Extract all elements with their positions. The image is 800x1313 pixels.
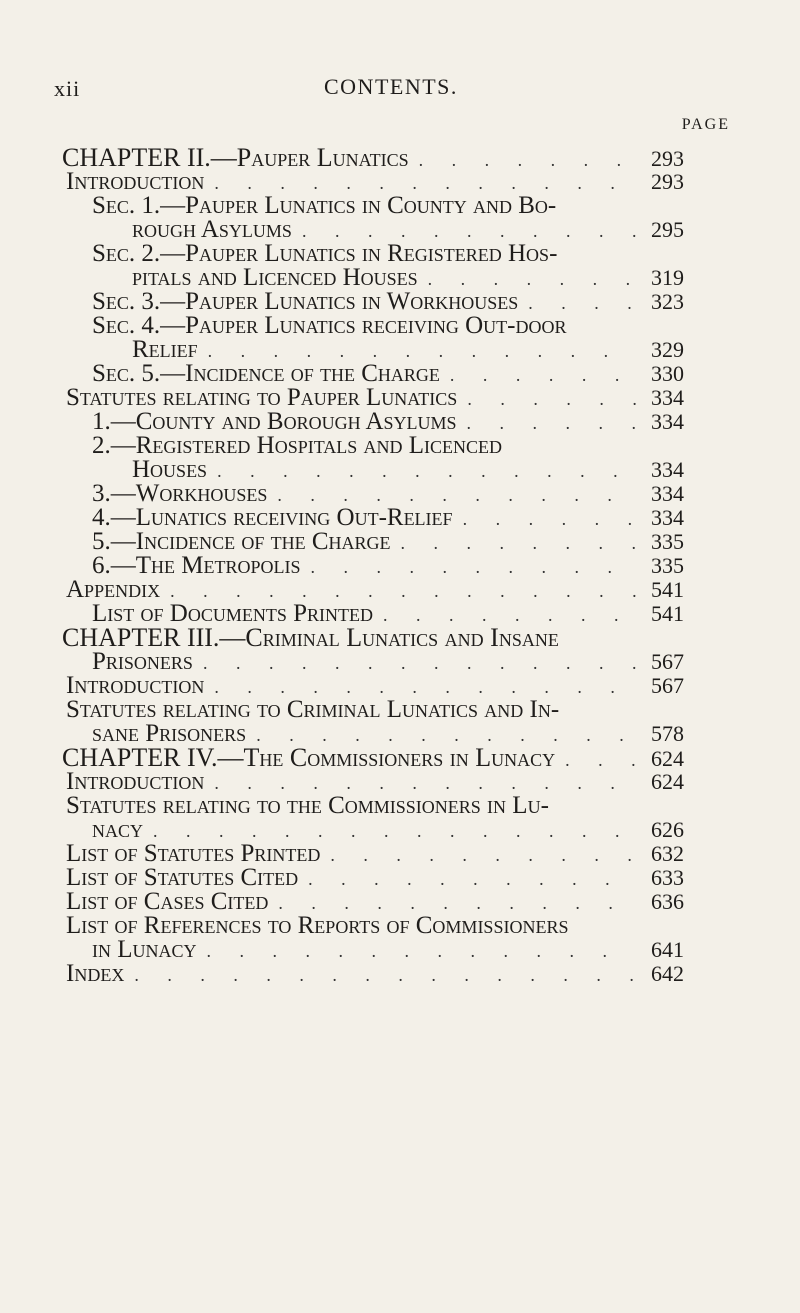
toc-entry: sane Prisoners . . . 578 (62, 722, 684, 746)
toc-entry: Introduction . . . 624 (62, 770, 684, 794)
toc-entry: Introduction . . . 293 (62, 170, 684, 194)
page-header (54, 76, 746, 106)
toc-entry: Sec. 2.—Pauper Lunatics in Registered Hos- (92, 240, 558, 267)
toc-entry: 4.—Lunatics receiving Out-Relief . . . 334 (62, 506, 684, 530)
toc-entry: List of Documents Printed . . . 541 (62, 602, 684, 626)
toc-entry: CHAPTER III.—Criminal Lunatics and Insane (62, 623, 559, 652)
running-title: CONTENTS. (324, 74, 458, 99)
toc-entry: List of Cases Cited . . . 636 (62, 890, 684, 914)
toc-entry: CHAPTER IV.—The Commissioners in Lunacy . . . 624 (62, 746, 684, 770)
toc-entry: List of References to Reports of Commissioners (66, 912, 569, 939)
toc-entry: CHAPTER II.—Pauper Lunatics . . . 293 (62, 146, 684, 170)
toc-entry: Prisoners . . . 567 (62, 650, 684, 674)
toc-entry: 1.—County and Borough Asylums . . . 334 (62, 410, 684, 434)
toc-entry: 2.—Registered Hospitals and Licenced (92, 432, 503, 459)
toc-entry: 6.—The Metropolis . . . 335 (62, 554, 684, 578)
toc-entry: Index . . . 642 (62, 962, 684, 986)
toc-entry: pitals and Licenced Houses . . . 319 (62, 266, 684, 290)
toc-entry: Sec. 4.—Pauper Lunatics receiving Out-door (92, 312, 567, 339)
toc-entry: 5.—Incidence of the Charge . . . 335 (62, 530, 684, 554)
toc-entry: List of Statutes Cited . . . 633 (62, 866, 684, 890)
page-column-label: PAGE (681, 116, 730, 133)
toc-entry: Statutes relating to Criminal Lunatics and In- (66, 696, 560, 723)
toc-entry: Appendix . . . 541 (62, 578, 684, 602)
table-of-contents (62, 143, 684, 987)
toc-entry: Introduction . . . 567 (62, 674, 684, 698)
toc-entry: Statutes relating to the Commissioners in Lu- (66, 792, 549, 819)
toc-entry: Houses . . . 334 (62, 458, 684, 482)
toc-entry: 3.—Workhouses . . . 334 (62, 482, 684, 506)
toc-entry: Sec. 3.—Pauper Lunatics in Workhouses . . . 323 (62, 290, 684, 314)
toc-entry: Relief . . . 329 (62, 338, 684, 362)
toc-entry: Statutes relating to Pauper Lunatics . . . 334 (62, 386, 684, 410)
toc-entry: nacy . . . 626 (62, 818, 684, 842)
toc-entry: rough Asylums . . . 295 (62, 218, 684, 242)
page-number: xii (54, 76, 81, 101)
toc-entry: Sec. 1.—Pauper Lunatics in County and Bo- (92, 192, 557, 219)
toc-entry: List of Statutes Printed . . . 632 (62, 842, 684, 866)
toc-entry: in Lunacy . . . 641 (62, 938, 684, 962)
toc-entry: Sec. 5.—Incidence of the Charge . . . 330 (62, 362, 684, 386)
